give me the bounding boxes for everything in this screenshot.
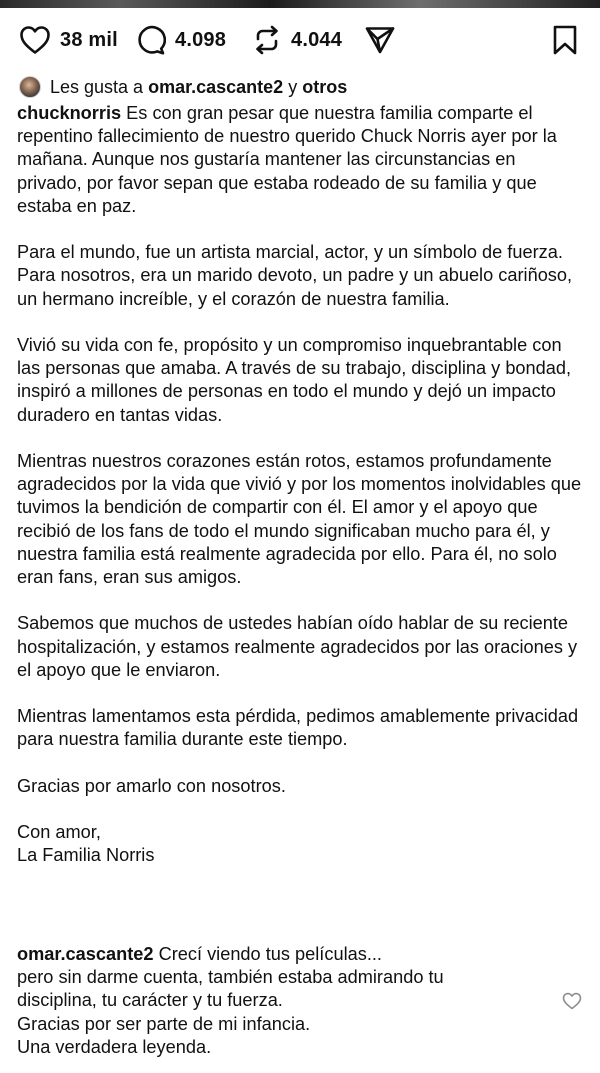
send-paper-plane-icon[interactable] — [364, 24, 396, 56]
comment-line: Gracias por ser parte de mi infancia. — [17, 1013, 311, 1034]
share-action[interactable] — [364, 18, 396, 62]
caption-text-1: Es con gran pesar que nuestra familia comparte el repentino fallecimiento de nuestro querido Chuck Norris ayer por la mañana. Aunque nos gustaría mantener las circunstancias en privado, por favor sepan que estaba rodeado de su familia y que estaba en paz. — [17, 103, 557, 216]
small-heart-icon[interactable] — [562, 992, 582, 1015]
comment-item — [17, 943, 547, 1059]
comments-count[interactable]: 4.098 — [175, 28, 227, 51]
likes-count[interactable]: 38 mil — [60, 28, 118, 51]
comment-username[interactable]: omar.cascante2 — [17, 944, 154, 964]
heart-outline-icon[interactable] — [19, 25, 51, 55]
reposts-count[interactable]: 4.044 — [291, 28, 343, 51]
comment-text-1: Crecí viendo tus películas... — [158, 944, 382, 964]
caption-paragraph: Para el mundo, fue un artista marcial, actor, y un símbolo de fuerza. Para nosotros, era un marido devoto, un padre y un abuelo cariñoso, un hermano increíble, y el corazón de nuestra familia. — [17, 242, 573, 309]
liked-by-prefix: Les gusta a — [50, 76, 144, 97]
comment-bubble-icon[interactable] — [134, 24, 166, 56]
bookmark-icon[interactable] — [552, 24, 578, 56]
image-bottom-edge — [0, 0, 600, 8]
caption-username[interactable]: chucknorris — [17, 103, 122, 123]
caption-paragraph: Vivió su vida con fe, propósito y un compromiso inquebrantable con las personas que amaba. A través de su trabajo, disciplina y bondad, inspiró a millones de personas en todo el mundo y dejó un impacto duradero en tantas vidas. — [17, 335, 572, 425]
caption-paragraph — [17, 102, 583, 218]
liked-by-row[interactable] — [19, 74, 347, 100]
comment-action[interactable] — [134, 18, 226, 62]
post-action-bar — [0, 18, 600, 62]
liked-by-user[interactable]: omar.cascante2 — [148, 76, 284, 97]
caption-signoff-line-1: Con amor, — [17, 822, 101, 843]
liked-by-connector: y — [288, 76, 298, 97]
repost-action[interactable] — [252, 18, 342, 62]
comment-line: pero sin darme cuenta, también estaba admirando tu — [17, 967, 444, 988]
caption-paragraph: Mientras lamentamos esta pérdida, pedimos amablemente privacidad para nuestra familia durante este tiempo. — [17, 706, 579, 750]
comment-line — [17, 943, 547, 966]
caption-paragraph: Mientras nuestros corazones están rotos, estamos profundamente agradecidos por la vida que vivió y por los momentos inolvidables que tuvimos la bendición de compartir con él. El amor y el apoyo que recibió de los fans de todo el mundo significaban mucho para él, y nuestra familia está realmente agradecida por ello. Para él, no solo eran fans, eran sus amigos. — [17, 451, 582, 588]
liker-avatar[interactable] — [19, 76, 41, 98]
caption-signoff-line-2: La Familia Norris — [17, 845, 155, 866]
like-action[interactable] — [19, 18, 118, 62]
post-caption — [17, 102, 583, 868]
caption-paragraph: Sabemos que muchos de ustedes habían oído hablar de su reciente hospitalización, y estamos realmente agradecidos por las oraciones y el apoyo que le enviaron. — [17, 613, 578, 680]
comment-line: disciplina, tu carácter y tu fuerza. — [17, 990, 283, 1011]
caption-paragraph: Gracias por amarlo con nosotros. — [17, 775, 286, 796]
liked-by-others[interactable]: otros — [302, 76, 348, 97]
repost-icon[interactable] — [252, 24, 282, 56]
comment-line: Una verdadera leyenda. — [17, 1036, 212, 1057]
save-action[interactable] — [552, 18, 578, 62]
